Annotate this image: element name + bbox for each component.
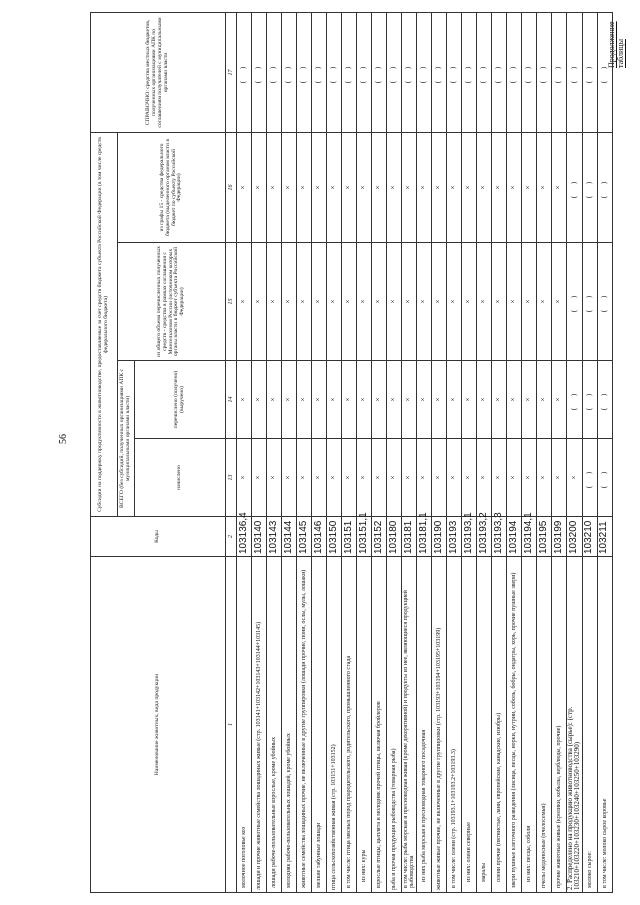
row-cell: × <box>252 243 267 361</box>
row-cell: × <box>387 243 402 361</box>
header-name: Наименование животных, вида продукции <box>91 557 226 893</box>
row-cell: ( ) <box>447 12 462 132</box>
row-cell: × <box>402 361 417 439</box>
row-cell: ( ) <box>582 361 597 439</box>
row-cell: × <box>462 132 477 242</box>
row-cell: × <box>342 243 357 361</box>
row-cell: × <box>237 439 252 517</box>
table-row <box>387 12 402 892</box>
row-cell: × <box>447 132 462 242</box>
row-cell: × <box>552 132 567 242</box>
row-cell: × <box>327 361 342 439</box>
row-cell: ( ) <box>357 12 372 132</box>
row-code: 103140 <box>252 517 267 557</box>
row-cell: × <box>312 361 327 439</box>
row-cell: ( ) <box>402 12 417 132</box>
row-cell: × <box>387 439 402 517</box>
row-cell: × <box>282 361 297 439</box>
row-cell: × <box>432 243 447 361</box>
row-cell: × <box>387 361 402 439</box>
row-cell: × <box>327 243 342 361</box>
row-cell: × <box>552 439 567 517</box>
row-cell: × <box>282 439 297 517</box>
row-cell: × <box>342 439 357 517</box>
row-cell: × <box>327 439 342 517</box>
row-cell: ( ) <box>417 12 432 132</box>
row-cell: × <box>282 243 297 361</box>
row-cell: × <box>492 439 507 517</box>
table-row <box>417 12 432 892</box>
header-code: Коды <box>91 517 226 557</box>
row-cell: ( ) <box>567 132 583 242</box>
row-name: из них: песцы, соболи <box>522 557 537 893</box>
col-index: 15 <box>226 243 237 361</box>
row-cell: × <box>462 439 477 517</box>
row-cell: × <box>492 361 507 439</box>
row-cell: ( ) <box>597 12 612 132</box>
row-cell: × <box>462 243 477 361</box>
row-cell: × <box>267 439 282 517</box>
row-cell: ( ) <box>492 12 507 132</box>
row-cell: × <box>267 361 282 439</box>
row-cell: × <box>567 439 583 517</box>
row-code: 103181 <box>402 517 417 557</box>
row-cell: × <box>447 439 462 517</box>
row-cell: ( ) <box>387 12 402 132</box>
header-subsidies: Субсидии на поддержку продуктивности в животноводстве, предоставляемые за счет средств бюджета субъекта Российской Федерации (в том числе средств федерального бюджета) <box>91 132 118 516</box>
row-cell: ( ) <box>597 361 612 439</box>
table-row <box>402 12 417 892</box>
row-cell: ( ) <box>522 12 537 132</box>
row-name: прочие животные живые (кролики, кобылы, верблюды, прочие) <box>552 557 567 893</box>
row-cell: × <box>372 243 387 361</box>
row-cell: × <box>282 132 297 242</box>
row-cell: × <box>477 361 492 439</box>
header-total-all: ВСЕГО (без субсидий, полученных организациями АПК с муниципальными органами власти) <box>118 361 135 517</box>
table-row <box>267 12 282 892</box>
table-row <box>537 12 552 892</box>
row-cell: ( ) <box>462 12 477 132</box>
table-row <box>357 12 372 892</box>
row-name: звери пушные клеточного разведения (лисица, песцы, норки, нутрии, соболь, бобры, ондатры, хорь, прочие пушные звери) <box>507 557 522 893</box>
row-cell: × <box>417 132 432 242</box>
row-code: 103193,3 <box>492 517 507 557</box>
row-cell: ( ) <box>597 132 612 242</box>
row-cell: × <box>357 439 372 517</box>
row-code: 103152 <box>372 517 387 557</box>
row-cell: ( ) <box>582 243 597 361</box>
row-name: рыба и прочая продукция рыбоводства (товарная рыба) <box>387 557 402 893</box>
row-cell: × <box>372 132 387 242</box>
header-of-total: из общего объема перечисленных полученных средств - средства в рамках соглашения с Минсельхозом России (источником которых органы власти в бюджет субъекта Российской Федерации) <box>118 243 226 361</box>
row-name: лошади рабоче-пользовательные взрослые, кроме убойных <box>267 557 282 893</box>
row-code: 103145 <box>297 517 312 557</box>
row-cell: × <box>342 132 357 242</box>
row-cell: × <box>312 132 327 242</box>
table-row <box>342 12 357 892</box>
row-cell: ( ) <box>252 12 267 132</box>
row-name: в том числе: молоко сырое коровье <box>597 557 612 893</box>
row-cell: × <box>237 361 252 439</box>
continuation-label: Продолжение таблицы <box>607 21 625 68</box>
row-cell: ( ) <box>267 12 282 132</box>
row-name: пчелы медоносные (пчелосемьи) <box>537 557 552 893</box>
row-cell: ( ) <box>507 12 522 132</box>
row-name: из них рыба морская и пресноводная товарного посадочная <box>417 557 432 893</box>
row-code: 103151,1 <box>357 517 372 557</box>
row-code: 103150 <box>327 517 342 557</box>
table-row <box>252 12 267 892</box>
row-cell: × <box>552 243 567 361</box>
row-cell: × <box>552 361 567 439</box>
table-row <box>492 12 507 892</box>
row-cell: × <box>237 132 252 242</box>
row-name: молочное поголовье коз <box>237 557 252 893</box>
row-name: 2. Распределено на продукцию животноводства (сырье): (стр. 103210+103220+103230+103240+103250+103290) <box>567 557 583 893</box>
row-cell: × <box>372 361 387 439</box>
row-code: 103146 <box>312 517 327 557</box>
column-index-row <box>226 12 237 892</box>
row-cell: × <box>402 439 417 517</box>
row-name: лошади и прочие животные семейства лошадиных живые (стр. 103141+103142+103143+103144+103145) <box>252 557 267 893</box>
table-row <box>582 12 597 892</box>
row-cell: × <box>477 439 492 517</box>
row-name: взрослые птицы, цыплята и молодняк прочей птицы, включая бройлеров <box>372 557 387 893</box>
header-transferred: перечислено (получено) (выручено) <box>135 361 226 439</box>
row-cell: × <box>432 132 447 242</box>
row-cell: × <box>312 243 327 361</box>
row-cell: × <box>432 361 447 439</box>
row-name: мелкие табунные лошади <box>312 557 327 893</box>
row-cell: × <box>507 361 522 439</box>
row-cell: × <box>477 132 492 242</box>
row-cell: × <box>252 132 267 242</box>
row-cell: × <box>507 439 522 517</box>
page-number: 56 <box>58 434 69 444</box>
row-name: животные живые прочие, не включенные в другие группировки (стр. 103193+103194+103195+103199) <box>432 557 447 893</box>
row-cell: ( ) <box>567 12 583 132</box>
row-cell: ( ) <box>552 12 567 132</box>
row-code: 103144 <box>282 517 297 557</box>
col-index: 13 <box>226 439 237 517</box>
table-row <box>432 12 447 892</box>
row-cell: ( ) <box>282 12 297 132</box>
row-code: 103200 <box>567 517 583 557</box>
row-name: олени прочие (пятнистые, лани, европейские, канадские, изюбры) <box>492 557 507 893</box>
row-code: 103193,1 <box>462 517 477 557</box>
sheet <box>80 8 625 896</box>
row-cell: × <box>537 361 552 439</box>
row-code: 103199 <box>552 517 567 557</box>
row-cell: ( ) <box>327 12 342 132</box>
row-name: животные семейства лошадиных прочие, не включенные в другие группировки (лошади прочие, пони, ослы, мулы, лошаки) <box>297 557 312 893</box>
row-cell: ( ) <box>582 12 597 132</box>
row-cell: × <box>297 132 312 242</box>
row-cell: × <box>507 132 522 242</box>
row-cell: ( ) <box>567 243 583 361</box>
row-cell: × <box>387 132 402 242</box>
row-cell: × <box>492 243 507 361</box>
row-cell: × <box>237 243 252 361</box>
row-cell: × <box>447 361 462 439</box>
row-cell: × <box>417 243 432 361</box>
row-name: в том числе: олени (стр. 103193.1+103193.2+103193.3) <box>447 557 462 893</box>
row-code: 103136,4 <box>237 517 252 557</box>
header-from-col15: из графы 15 - средства федерального бюджета (выделенного органом власти в бюджет по субъекту Российской Федерации) <box>118 132 226 242</box>
row-cell: × <box>342 361 357 439</box>
row-cell: × <box>522 361 537 439</box>
row-cell: ( ) <box>237 12 252 132</box>
row-cell: × <box>297 439 312 517</box>
row-cell: × <box>267 132 282 242</box>
row-code: 103143 <box>267 517 282 557</box>
col-index: 1 <box>226 557 237 893</box>
row-cell: ( ) <box>537 12 552 132</box>
header-accrued: начислено <box>135 439 226 517</box>
row-cell: × <box>522 439 537 517</box>
row-code: 103180 <box>387 517 402 557</box>
row-cell: ( ) <box>582 439 597 517</box>
row-cell: × <box>267 243 282 361</box>
subsidies-table <box>90 12 613 893</box>
row-cell: × <box>402 132 417 242</box>
rotated-table-container <box>90 13 615 893</box>
row-code: 103194,1 <box>522 517 537 557</box>
row-cell: × <box>537 243 552 361</box>
row-cell: ( ) <box>342 12 357 132</box>
row-cell: × <box>297 361 312 439</box>
table-row <box>477 12 492 892</box>
row-cell: × <box>432 439 447 517</box>
row-cell: ( ) <box>597 439 612 517</box>
row-cell: × <box>297 243 312 361</box>
row-cell: ( ) <box>312 12 327 132</box>
row-name: из них: куры <box>357 557 372 893</box>
row-cell: × <box>402 243 417 361</box>
col-index: 17 <box>226 12 237 132</box>
row-name: маралы <box>477 557 492 893</box>
table-row <box>312 12 327 892</box>
row-cell: × <box>357 132 372 242</box>
row-cell: × <box>462 361 477 439</box>
row-cell: ( ) <box>372 12 387 132</box>
col-index: 2 <box>226 517 237 557</box>
row-code: 103195 <box>537 517 552 557</box>
row-code: 103181,1 <box>417 517 432 557</box>
row-cell: ( ) <box>477 12 492 132</box>
row-cell: × <box>537 439 552 517</box>
row-cell: ( ) <box>582 132 597 242</box>
row-code: 103211 <box>597 517 612 557</box>
row-code: 103151 <box>342 517 357 557</box>
row-cell: × <box>357 361 372 439</box>
row-name: из них: олени северные <box>462 557 477 893</box>
row-cell: × <box>537 132 552 242</box>
row-name: в том числе: рыба морская и пресноводная живая (кроме декоративной) и продукты из нее, являющиеся продукцией рыбоводства <box>402 557 417 893</box>
row-cell: × <box>417 361 432 439</box>
row-cell: × <box>447 243 462 361</box>
row-cell: ( ) <box>597 243 612 361</box>
table-row <box>237 12 252 892</box>
table-row <box>282 12 297 892</box>
row-name: молодняк рабоче-пользовательных лошадей, кроме убойных <box>282 557 297 893</box>
table-row <box>597 12 612 892</box>
col-index: 16 <box>226 132 237 242</box>
table-row <box>462 12 477 892</box>
row-code: 103210 <box>582 517 597 557</box>
row-code: 103193,2 <box>477 517 492 557</box>
table-row <box>372 12 387 892</box>
table-row <box>552 12 567 892</box>
row-cell: ( ) <box>297 12 312 132</box>
row-cell: × <box>417 439 432 517</box>
header-reference: СПРАВОЧНО: средства местных бюджетов, полученных организациями АПК по соглашениям получателей с муниципальными органами власти <box>91 12 226 132</box>
row-cell: ( ) <box>432 12 447 132</box>
table-row <box>507 12 522 892</box>
row-cell: × <box>522 132 537 242</box>
row-name: молоко сырое: <box>582 557 597 893</box>
row-code: 103193 <box>447 517 462 557</box>
row-cell: × <box>252 439 267 517</box>
row-cell: ( ) <box>567 361 583 439</box>
row-cell: × <box>327 132 342 242</box>
col-index: 14 <box>226 361 237 439</box>
row-cell: × <box>312 439 327 517</box>
table-body <box>237 12 613 892</box>
row-name: птица сельскохозяйственная живая (стр. 103151+103152) <box>327 557 342 893</box>
table-row <box>327 12 342 892</box>
row-cell: × <box>372 439 387 517</box>
row-cell: × <box>492 132 507 242</box>
row-cell: × <box>357 243 372 361</box>
table-row <box>297 12 312 892</box>
table-row <box>447 12 462 892</box>
row-cell: × <box>507 243 522 361</box>
row-name: в том числе: птица мясных пород прародительского, родительского, промышленного стада <box>342 557 357 893</box>
row-cell: × <box>477 243 492 361</box>
row-cell: × <box>522 243 537 361</box>
table-row <box>567 12 583 892</box>
table-row <box>522 12 537 892</box>
row-code: 103190 <box>432 517 447 557</box>
row-code: 103194 <box>507 517 522 557</box>
row-cell: × <box>252 361 267 439</box>
